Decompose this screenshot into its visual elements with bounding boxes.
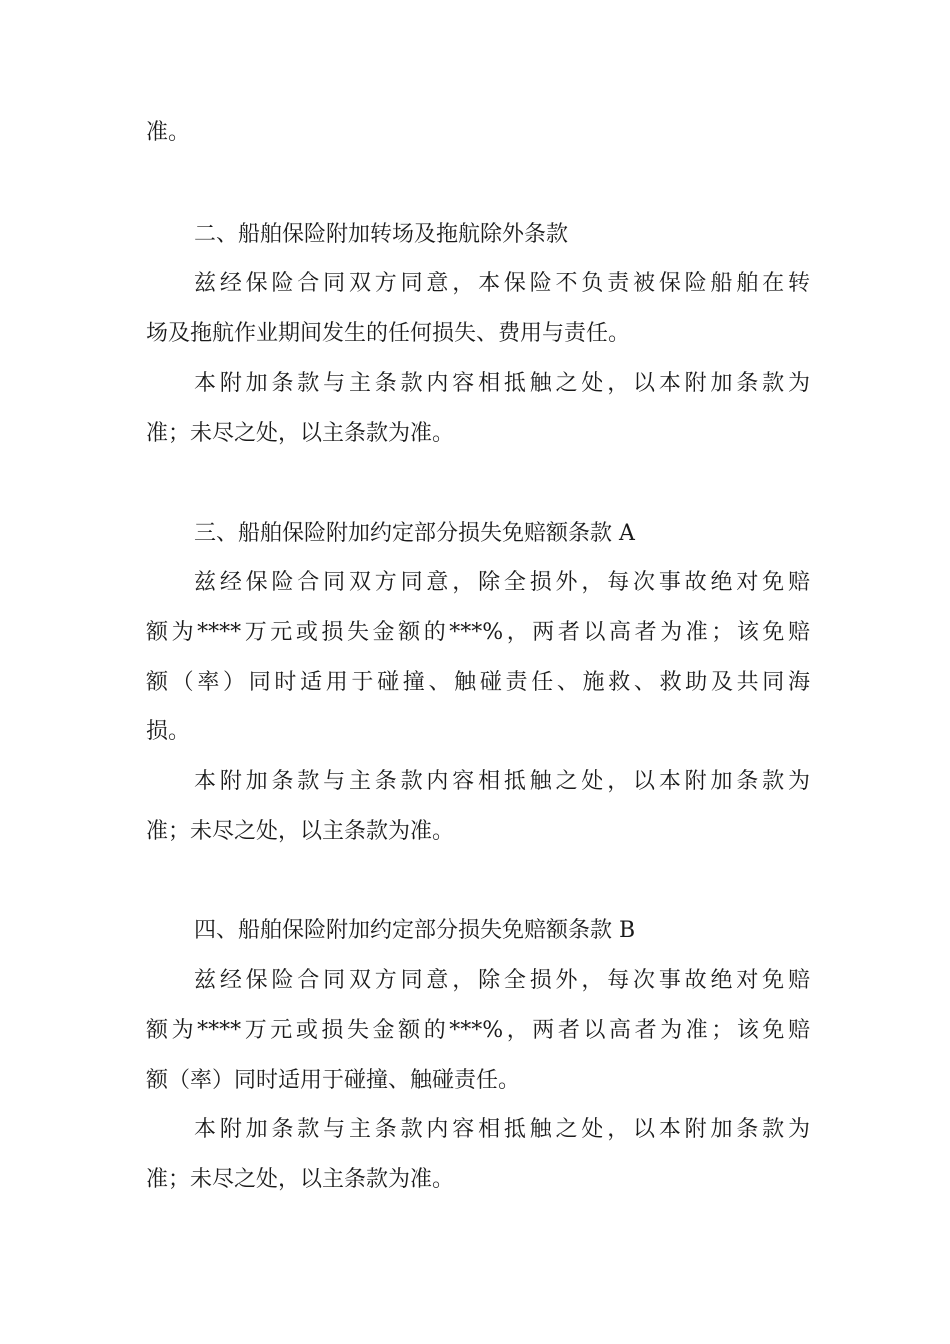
paragraph-line: 损。 <box>146 719 191 744</box>
paragraph-line: 本附加条款与主条款内容相抵触之处，以本附加条款为 <box>194 371 810 396</box>
paragraph-line: 兹经保险合同双方同意，除全损外，每次事故绝对免赔 <box>194 570 810 595</box>
paragraph-line: 准；未尽之处，以主条款为准。 <box>146 1167 455 1192</box>
top-fragment: 准。 <box>146 120 191 145</box>
paragraph-line: 准；未尽之处，以主条款为准。 <box>146 819 455 844</box>
paragraph-line: 额（率）同时适用于碰撞、触碰责任。 <box>146 1068 521 1093</box>
paragraph-line: 本附加条款与主条款内容相抵触之处，以本附加条款为 <box>194 769 810 794</box>
paragraph-line: 兹经保险合同双方同意，除全损外，每次事故绝对免赔 <box>194 968 810 993</box>
section-heading-2: 二、船舶保险附加转场及拖航除外条款 <box>194 222 569 247</box>
section-heading-3: 三、船舶保险附加约定部分损失免赔额条款 A <box>194 521 635 546</box>
paragraph-line: 兹经保险合同双方同意，本保险不负责被保险船舶在转 <box>194 271 810 296</box>
paragraph-line: 本附加条款与主条款内容相抵触之处，以本附加条款为 <box>194 1117 810 1142</box>
paragraph-line: 准；未尽之处，以主条款为准。 <box>146 421 455 446</box>
paragraph-line: 额为****万元或损失金额的***%，两者以高者为准；该免赔 <box>146 620 810 645</box>
paragraph-line: 额（率）同时适用于碰撞、触碰责任、施救、救助及共同海 <box>146 670 810 695</box>
paragraph-line: 额为****万元或损失金额的***%，两者以高者为准；该免赔 <box>146 1018 810 1043</box>
section-heading-4: 四、船舶保险附加约定部分损失免赔额条款 B <box>194 918 636 943</box>
paragraph-line: 场及拖航作业期间发生的任何损失、费用与责任。 <box>146 321 631 346</box>
